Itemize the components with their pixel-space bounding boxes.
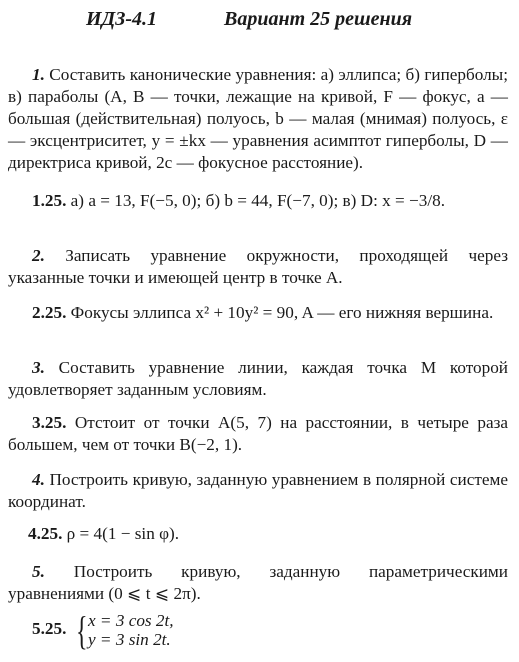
task-5-number: 5. — [32, 562, 45, 581]
task-2-statement — [8, 245, 508, 289]
variant-5-number: 5.25. — [32, 619, 67, 638]
variant-3-25 — [8, 412, 508, 456]
task-4-text: Построить кривую, заданную уравнением в полярной системе координат. — [8, 470, 508, 511]
task-2-number: 2. — [32, 246, 45, 265]
variant-4-25 — [28, 523, 508, 545]
assignment-code: ИДЗ-4.1 — [86, 8, 158, 30]
variant-1-25 — [8, 190, 508, 212]
task-1-statement — [8, 64, 508, 174]
task-5-statement — [8, 561, 508, 605]
page-header — [0, 8, 519, 38]
task-3-number: 3. — [32, 358, 45, 377]
variant-4-text: ρ = 4(1 − sin φ). — [66, 524, 180, 543]
task-1-text: Составить канонические уравнения: а) эллипса; б) гиперболы; в) параболы (A, B — точки, лежащие на кривой, F — фокус, a — большая (действительная) полуось, b — малая (мнимая) полуось, ε — эксцентриситет, y = ±kx — уравнения асимптот гиперболы, D — директриса кривой, 2c — фокусное расстояние). — [8, 65, 509, 172]
variant-2-25 — [8, 302, 508, 324]
variant-1-text: а) a = 13, F(−5, 0); б) b = 44, F(−7, 0); в) D: x = −3/8. — [70, 191, 446, 210]
task-4-statement — [8, 469, 508, 513]
task-2-text: Записать уравнение окружности, проходящей через указанные точки и имеющей центр в точке A. — [8, 246, 509, 287]
variant-3-number: 3.25. — [32, 413, 67, 432]
system-brace: { — [76, 608, 88, 653]
variant-1-number: 1.25. — [32, 191, 67, 210]
task-1-number: 1. — [32, 65, 45, 84]
variant-2-number: 2.25. — [32, 303, 67, 322]
variant-title: Вариант 25 решения — [224, 8, 413, 30]
parametric-equation-x: x = 3 cos 2t, — [88, 611, 174, 630]
parametric-equation-y: y = 3 sin 2t. — [88, 630, 171, 649]
variant-4-number: 4.25. — [28, 524, 63, 543]
task-3-statement — [8, 357, 508, 401]
task-4-number: 4. — [32, 470, 45, 489]
variant-3-text: Отстоит от точки A(5, 7) на расстоянии, в четыре раза большем, чем от точки B(−2, 1). — [8, 413, 508, 454]
variant-2-text: Фокусы эллипса x² + 10y² = 90, A — его нижняя вершина. — [70, 303, 494, 322]
task-5-text: Построить кривую, заданную параметрическими уравнениями (0 ⩽ t ⩽ 2π). — [8, 562, 509, 603]
task-3-text: Составить уравнение линии, каждая точка M которой удовлетворяет заданным условиям. — [8, 358, 508, 399]
